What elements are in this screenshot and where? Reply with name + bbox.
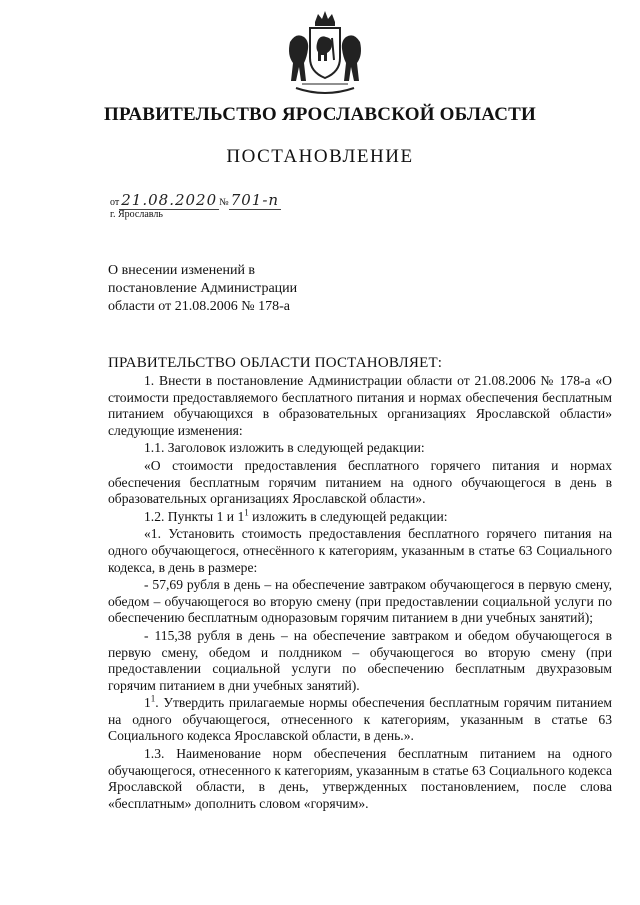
city-label: г. Ярославль: [110, 209, 163, 220]
paragraph-1-1: 1.1. Заголовок изложить в следующей редакции:: [144, 440, 425, 456]
paragraph-text: . Утвердить прилагаемые нормы обеспечения бесплатным горячим питанием на одного обучающегося, отнесенного к категориям, указанным в статье 63 Социального кодекса Ярославской области, в день.».: [108, 695, 612, 744]
coat-of-arms-emblem: [282, 8, 368, 98]
handwritten-date: 21.08.2020: [121, 191, 218, 209]
document-body: [108, 373, 612, 812]
paragraph-new-title: «О стоимости предоставления бесплатного горячего питания и нормах обеспечения бесплатным горячим питанием на одного обучающегося в день в образовательных организациях Ярославской области».: [108, 457, 612, 507]
superscript: 1: [244, 507, 249, 518]
superscript: 1: [150, 693, 156, 704]
paragraph-1-3: 1.3. Наименование норм обеспечения бесплатным питанием на одного обучающегося, отнесенного к категориям, указанным в статье 63 Социального кодекса Ярославской области, в день, утвержденных постановлением, после слова «бесплатным» дополнить словом «горячим».: [108, 746, 612, 811]
paragraph-text: 1.2. Пункты 1 и 1: [144, 508, 245, 524]
paragraph-text: 1: [144, 695, 151, 711]
government-title: ПРАВИТЕЛЬСТВО ЯРОСЛАВСКОЙ ОБЛАСТИ: [104, 104, 536, 125]
paragraph-rate-double: - 115,38 рубля в день – на обеспечение завтраком и обедом обучающегося в первую смену, обедом и полдником – обучающегося во вторую смену (при предоставлении социальной услуги по обеспечению бесплатным двухразовым горячим питанием в дни учебных занятий).: [108, 627, 612, 693]
subject-line: области от 21.08.2006 № 178-а: [108, 299, 290, 314]
paragraph-rate-single: - 57,69 рубля в день – на обеспечение завтраком обучающегося в первую смену, обедом – обучающегося во вторую смену (при предоставлении социальной услуги по обеспечению бесплатным одноразовым горячим питанием в дни учебных занятий);: [108, 577, 612, 626]
paragraph-1-2: [108, 509, 612, 526]
number-prefix: №: [219, 197, 229, 208]
document-subject: [108, 262, 368, 316]
date-number-line: [110, 191, 281, 209]
document-type-title: ПОСТАНОВЛЕНИЕ: [226, 146, 414, 167]
paragraph-1: 1. Внести в постановление Администрации области от 21.08.2006 № 178-а «О стоимости предоставляемого бесплатного питания и нормах обеспечения бесплатным питанием обучающихся в образовательных организациях Ярославской области» следующие изменения:: [108, 373, 612, 438]
subject-line: постановление Администрации: [108, 281, 298, 296]
paragraph-clause-1-1: [108, 695, 612, 745]
date-prefix: от: [110, 197, 120, 208]
decree-heading: ПРАВИТЕЛЬСТВО ОБЛАСТИ ПОСТАНОВЛЯЕТ:: [108, 355, 443, 371]
handwritten-number: 701-п: [230, 191, 280, 209]
paragraph-clause-1: «1. Установить стоимость предоставления бесплатного горячего питания на одного обучающегося, отнесённого к категориям, указанным в статье 63 Социального кодекса, в день в размере:: [108, 526, 612, 575]
subject-line: О внесении изменений в: [108, 263, 256, 278]
paragraph-text: изложить в следующей редакции:: [248, 508, 448, 524]
